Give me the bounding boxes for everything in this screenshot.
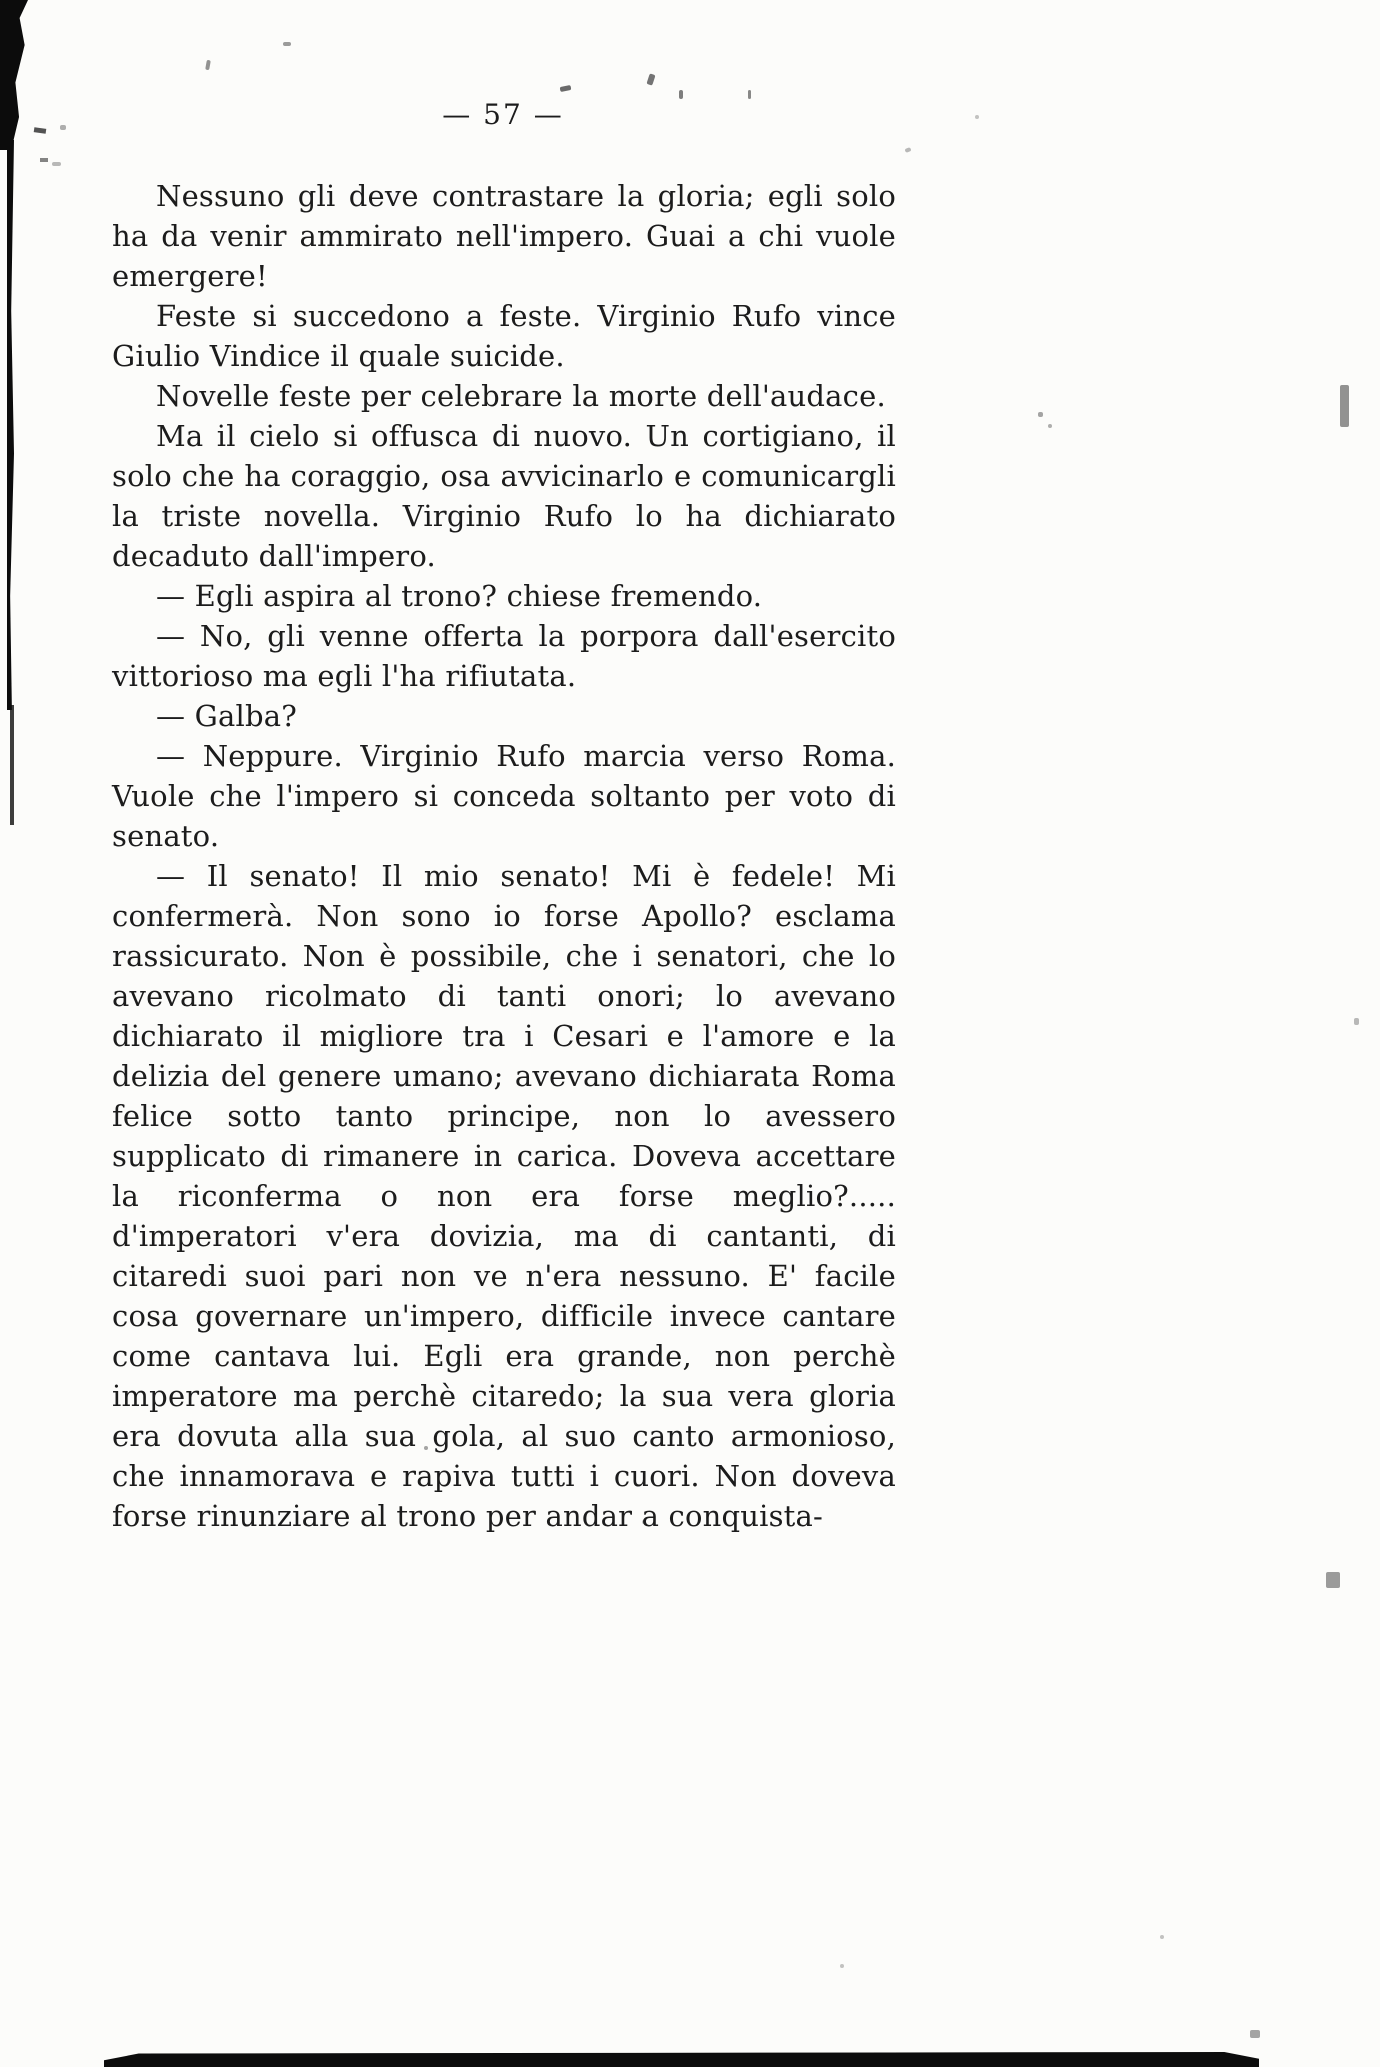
scan-artifact-corner-blob	[0, 0, 28, 150]
paragraph: Novelle feste per celebrare la morte dell'audace.	[156, 379, 886, 413]
scan-speck	[1340, 385, 1349, 427]
scan-speck	[1354, 1018, 1359, 1025]
scan-speck	[60, 125, 66, 130]
scan-speck	[1250, 2030, 1260, 2038]
paragraph: Ma il cielo si offusca di nuovo. Un cortigiano, il solo che ha coraggio, osa avvicinarlo e comunicargli la triste novella. Virginio Rufo lo ha dichiarato decaduto dall'impero.	[112, 419, 896, 573]
paragraph: — Galba?	[156, 699, 297, 733]
paragraph: — No, gli venne offerta la porpora dall'esercito vittorioso ma egli l'ha rifiutata.	[112, 619, 896, 693]
scan-speck	[1038, 412, 1043, 417]
scan-speck	[205, 60, 211, 71]
scan-speck	[1048, 424, 1052, 428]
paragraph: — Egli aspira al trono? chiese fremendo.	[156, 579, 763, 613]
paragraph: Feste si succedono a feste. Virginio Rufo vince Giulio Vindice il quale suicide.	[112, 299, 896, 373]
scan-speck	[283, 42, 291, 46]
scan-speck	[1326, 1572, 1340, 1588]
scan-artifact-left-line-2	[10, 705, 14, 825]
scan-artifact-left-dash	[34, 127, 47, 134]
scan-speck	[52, 162, 61, 166]
paragraph: — Il senato! Il mio senato! Mi è fedele! Mi confermerà. Non sono io forse Apollo? esclama rassicurato. Non è possibile, che i senatori, che lo avevano ricolmato di tanti onori; lo avevano dichiarato il migliore tra i Cesari e l'amore e la delizia del genere umano; avevano dichiarata Roma felice sotto tanto principe, non lo avessero supplicato di rimanere in carica. Doveva accettare la riconferma o non era forse meglio?..... d'imperatori v'era dovizia, ma di cantanti, di citaredi suoi pari non ve n'era nessuno. E' facile cosa governare un'impero, difficile invece cantare come cantava lui. Egli era grande, non perchè imperatore ma perchè citaredo; la sua vera gloria era dovuta alla sua gola, al suo canto armonioso, che innamorava e rapiva tutti i cuori. Non doveva forse rinunziare al trono per andar a conquista-	[112, 859, 896, 1533]
scan-speck	[904, 147, 911, 153]
page-text	[112, 176, 896, 1536]
paragraph: — Neppure. Virginio Rufo marcia verso Roma. Vuole che l'impero si conceda soltanto per voto di senato.	[112, 739, 896, 853]
scan-artifact-left-line	[7, 140, 14, 710]
scan-artifact-left-dash-2	[40, 158, 48, 162]
scan-artifact-bottom-bar	[104, 2052, 1259, 2067]
scan-speck	[840, 1964, 844, 1968]
scan-speck	[646, 73, 655, 85]
scan-speck	[975, 115, 979, 119]
scan-speck	[1160, 1935, 1164, 1939]
page-number: — 57 —	[442, 98, 564, 131]
scan-speck	[560, 85, 572, 92]
paragraph: Nessuno gli deve contrastare la gloria; egli solo ha da venir ammirato nell'impero. Guai a chi vuole emergere!	[112, 179, 896, 293]
